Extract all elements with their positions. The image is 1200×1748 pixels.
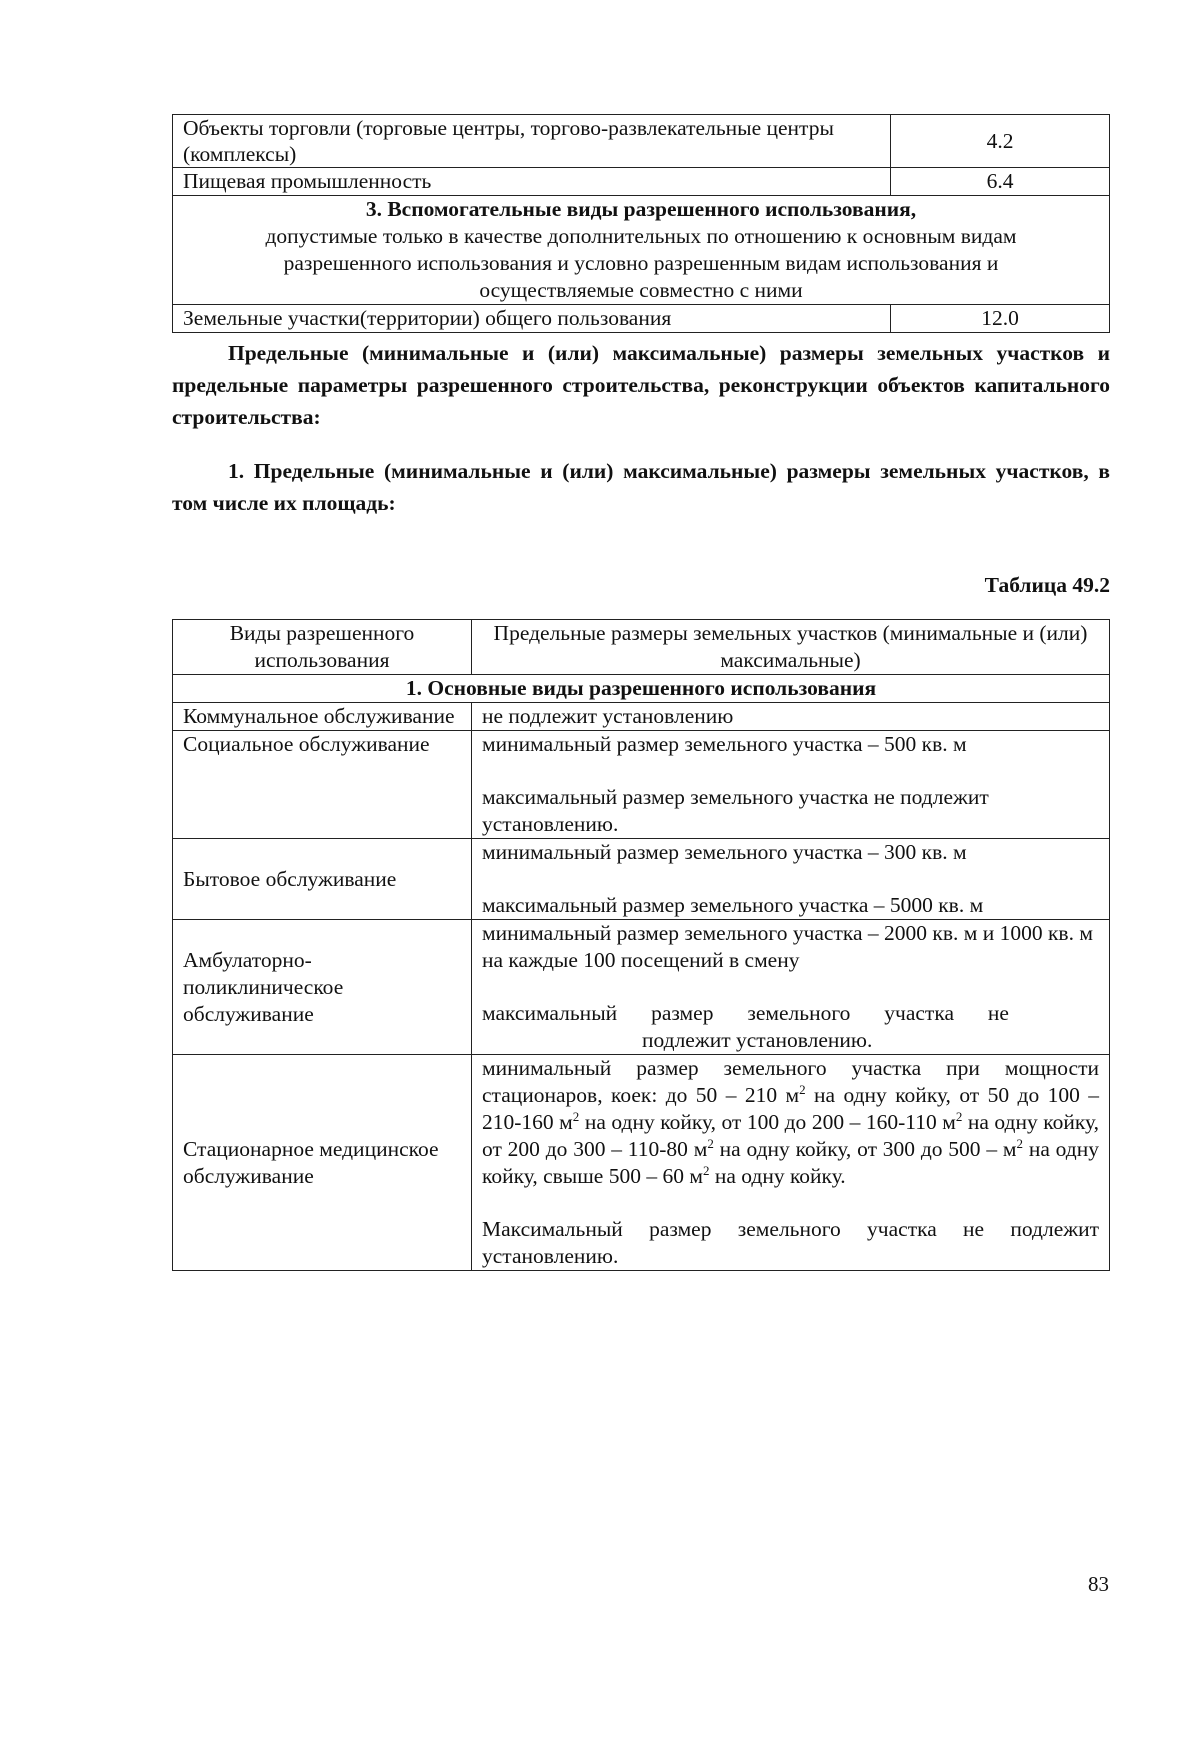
use-type-cell: Амбулаторно-поликлиническое обслуживание: [173, 920, 472, 1055]
word: земельного: [747, 1001, 851, 1025]
word: участка: [884, 1001, 954, 1025]
use-type-cell: Бытовое обслуживание: [173, 839, 472, 920]
size-limit-cell: [472, 731, 1110, 839]
section1-title: 1. Основные виды разрешенного использования: [173, 675, 1110, 703]
size-limit-cell: [472, 1055, 1110, 1271]
word: не: [987, 1001, 1009, 1025]
use-code-cell: 6.4: [891, 168, 1110, 196]
table-caption: Таблица 49.2: [984, 573, 1110, 597]
permitted-use-codes-table: [172, 114, 1110, 333]
max-size-text-continued: подлежит установлению.: [642, 1028, 873, 1052]
min-size-text: минимальный размер земельного участка при мощности стационаров, коек: до 50 – 210 $м^2$ на одну койку, от 50 до 100 – 210-160 $м^2$ на одну койку, от 100 до 200 – 160-110 $м^2$ на одну койку, от 200 до 300 – 110-80 $м^2$ на одну койку, от 300 до $500 - м^2$ на одну койку, свыше 500 – 60 $м^2$ на одну койку.: [482, 1056, 1099, 1188]
column-header-use-type: Виды разрешенного использования: [173, 620, 472, 675]
min-size-text: минимальный размер земельного участка – 2000 кв. м и 1000 кв. м на каждые 100 посещений в смену: [482, 921, 1093, 972]
land-size-paragraph: 1. Предельные (минимальные и (или) максимальные) размеры земельных участков, в том числе их площадь:: [172, 459, 1110, 515]
land-size-limits-table: [172, 619, 1110, 1271]
use-code-cell: 4.2: [891, 115, 1110, 168]
section-header-row: [173, 675, 1110, 703]
table-row: [173, 115, 1110, 168]
column-header-size-limits: Предельные размеры земельных участков (минимальные и (или) максимальные): [472, 620, 1110, 675]
min-size-text: минимальный размер земельного участка – 300 кв. м: [482, 840, 967, 864]
max-size-text: [482, 1000, 1099, 1027]
size-limit-cell: [472, 839, 1110, 920]
table-row: [173, 168, 1110, 196]
header-row: [173, 620, 1110, 675]
section3-description: допустимые только в качестве дополнительных по отношению к основным видам разрешенного использования и условно разрешенным видам использования и осуществляемые совместно с ними: [265, 224, 1017, 302]
max-size-text: максимальный размер земельного участка – 5000 кв. м: [482, 893, 984, 917]
min-size-text: минимальный размер земельного участка – 500 кв. м: [482, 732, 967, 756]
table-row: [173, 839, 1110, 920]
size-limit-cell: [472, 920, 1110, 1055]
section3-title: 3. Вспомогательные виды разрешенного использования,: [365, 197, 917, 221]
word: максимальный: [482, 1001, 618, 1025]
word: размер: [651, 1001, 714, 1025]
max-size-text: Максимальный размер земельного участка не подлежит установлению.: [482, 1217, 1099, 1268]
size-limit-cell: не подлежит установлению: [472, 703, 1110, 731]
use-type-cell: Коммунальное обслуживание: [173, 703, 472, 731]
use-name-cell: Земельные участки(территории) общего пользования: [173, 305, 891, 333]
document-page: [172, 114, 1110, 1271]
use-name-cell: Объекты торговли (торговые центры, торгово-развлекательные центры (комплексы): [173, 115, 891, 168]
table-row: [173, 920, 1110, 1055]
page-number: 83: [1088, 1572, 1109, 1596]
use-type-cell: Стационарное медицинское обслуживание: [173, 1055, 472, 1271]
use-name-cell: Пищевая промышленность: [173, 168, 891, 196]
table-row: [173, 305, 1110, 333]
table-row: [173, 1055, 1110, 1271]
section-header-cell: [173, 196, 1110, 305]
limits-paragraph: Предельные (минимальные и (или) максимальные) размеры земельных участков и предельные параметры разрешенного строительства, реконструкции объектов капитального строительства:: [172, 341, 1110, 429]
table-row: [173, 731, 1110, 839]
section-header-row: [173, 196, 1110, 305]
table-row: [173, 703, 1110, 731]
use-type-cell: Социальное обслуживание: [173, 731, 472, 839]
max-size-text: максимальный размер земельного участка не подлежит установлению.: [482, 785, 989, 836]
use-code-cell: 12.0: [891, 305, 1110, 333]
